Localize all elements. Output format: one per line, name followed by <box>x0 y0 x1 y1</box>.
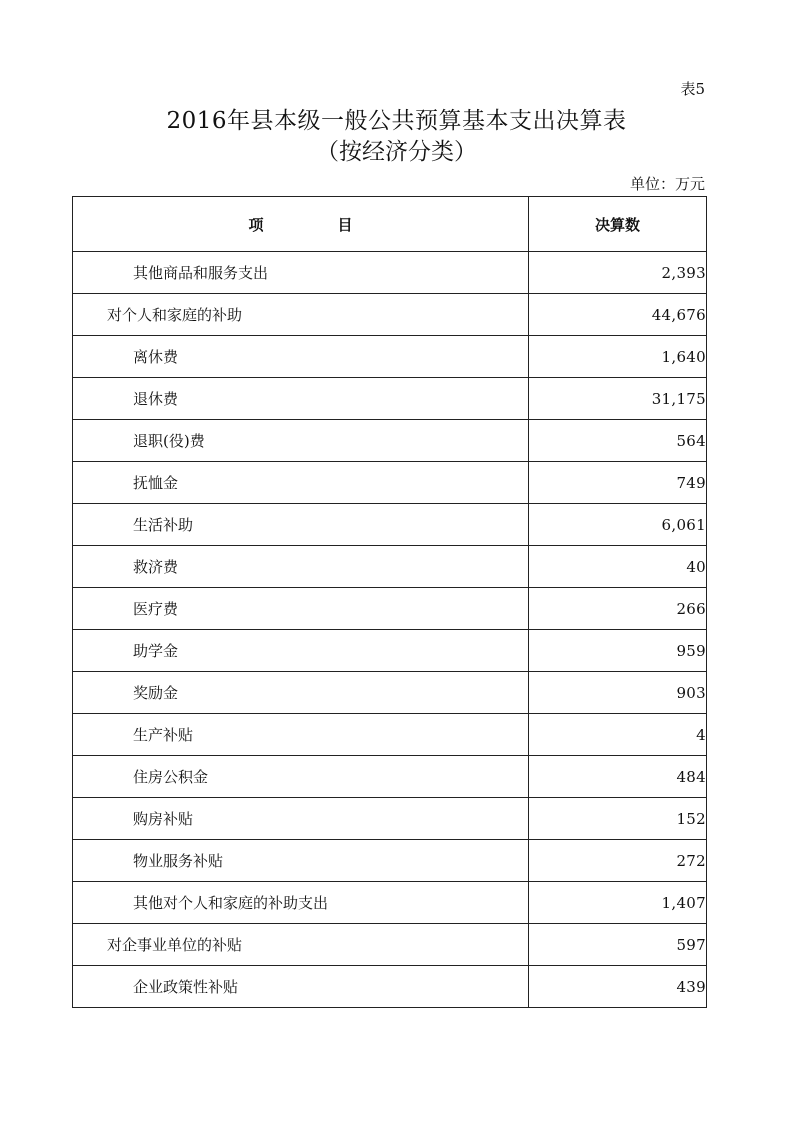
row-amount: 749 <box>529 462 707 504</box>
row-amount: 597 <box>529 924 707 966</box>
table-row <box>73 924 707 966</box>
budget-table <box>72 196 707 1008</box>
row-amount: 152 <box>529 798 707 840</box>
table-row <box>73 630 707 672</box>
table-row <box>73 840 707 882</box>
table-row <box>73 546 707 588</box>
document-title: 2016年县本级一般公共预算基本支出决算表 <box>166 108 627 134</box>
row-item-name: 对企事业单位的补贴 <box>73 924 529 966</box>
table-number: 表5 <box>680 80 705 98</box>
item-column-header <box>73 197 529 252</box>
row-item-name: 企业政策性补贴 <box>73 966 529 1008</box>
table-row <box>73 756 707 798</box>
item-header-part1: 项 <box>248 215 264 234</box>
row-item-name: 助学金 <box>73 630 529 672</box>
row-item-name: 救济费 <box>73 546 529 588</box>
row-amount: 4 <box>529 714 707 756</box>
row-amount: 903 <box>529 672 707 714</box>
table-row <box>73 462 707 504</box>
row-item-name: 奖励金 <box>73 672 529 714</box>
amount-column-header: 决算数 <box>529 197 707 252</box>
table-body <box>73 252 707 1008</box>
row-amount: 1,640 <box>529 336 707 378</box>
table-row <box>73 294 707 336</box>
document-subtitle: （按经济分类） <box>316 139 477 165</box>
row-amount: 959 <box>529 630 707 672</box>
table-row <box>73 882 707 924</box>
row-item-name: 其他商品和服务支出 <box>73 252 529 294</box>
table-row <box>73 672 707 714</box>
row-amount: 6,061 <box>529 504 707 546</box>
table-row <box>73 588 707 630</box>
table-row <box>73 966 707 1008</box>
row-item-name: 离休费 <box>73 336 529 378</box>
row-amount: 439 <box>529 966 707 1008</box>
row-amount: 1,407 <box>529 882 707 924</box>
row-amount: 272 <box>529 840 707 882</box>
row-item-name: 对个人和家庭的补助 <box>73 294 529 336</box>
row-amount: 266 <box>529 588 707 630</box>
row-item-name: 退休费 <box>73 378 529 420</box>
unit-label: 单位：万元 <box>629 175 705 193</box>
table-row <box>73 252 707 294</box>
item-header-part2: 目 <box>337 215 353 234</box>
row-item-name: 抚恤金 <box>73 462 529 504</box>
row-item-name: 其他对个人和家庭的补助支出 <box>73 882 529 924</box>
row-item-name: 退职(役)费 <box>73 420 529 462</box>
row-amount: 2,393 <box>529 252 707 294</box>
table-row <box>73 714 707 756</box>
row-amount: 40 <box>529 546 707 588</box>
row-amount: 564 <box>529 420 707 462</box>
row-amount: 484 <box>529 756 707 798</box>
row-item-name: 医疗费 <box>73 588 529 630</box>
row-amount: 44,676 <box>529 294 707 336</box>
row-item-name: 物业服务补贴 <box>73 840 529 882</box>
table-row <box>73 798 707 840</box>
row-item-name: 生活补助 <box>73 504 529 546</box>
table-row <box>73 378 707 420</box>
row-amount: 31,175 <box>529 378 707 420</box>
table-row <box>73 420 707 462</box>
row-item-name: 住房公积金 <box>73 756 529 798</box>
table-row <box>73 504 707 546</box>
table-row <box>73 336 707 378</box>
row-item-name: 生产补贴 <box>73 714 529 756</box>
row-item-name: 购房补贴 <box>73 798 529 840</box>
header-row <box>73 197 707 252</box>
